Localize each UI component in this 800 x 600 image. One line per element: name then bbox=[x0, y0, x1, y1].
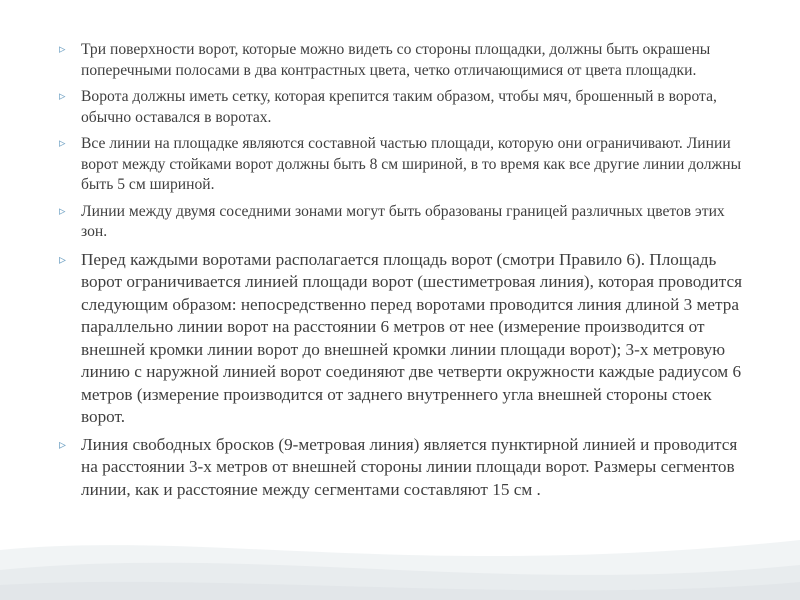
bullet-text: Перед каждыми воротами располагается площадь ворот (смотри Правило 6). Площадь ворот ограничивается линией площади ворот (шестиметровая линия), которая проводится следующим образом: непосредственно перед воротами проводится линия длиной 3 метра параллельно линии ворот на расстоянии 6 метров от нее (измерение производится от внешней кромки линии ворот до внешней кромки линии площади ворот); 3-х метровую линию с наружной линией ворот соединяют две четверти окружности каждые радиусом 6 метров (измерение производится от заднего внутреннего угла внешней стороны стоек ворот. bbox=[81, 249, 742, 426]
bullet-text: Три поверхности ворот, которые можно видеть со стороны площадки, должны быть окрашены поперечными полосами в два контрастных цвета, четко отличающимися от цвета площадки. bbox=[81, 41, 711, 79]
bullet-text: Все линии на площадке являются составной частью площади, которую они ограничивают. Линии ворот между стойками ворот должны быть 8 см шириной, в то время как все другие линии должны быть 5 см шириной. bbox=[81, 135, 742, 193]
bullet-item-goal-net bbox=[56, 87, 746, 128]
bullet-item-goal-colors bbox=[56, 40, 746, 81]
hollow-arrow-bullet-icon: ▹ bbox=[59, 436, 67, 453]
bullet-item-free-throw-line bbox=[56, 434, 746, 502]
bullet-item-line-width bbox=[56, 134, 746, 196]
hollow-arrow-bullet-icon: ▹ bbox=[59, 89, 66, 104]
bullet-list bbox=[56, 40, 746, 501]
bullet-item-goal-area bbox=[56, 249, 746, 429]
hollow-arrow-bullet-icon: ▹ bbox=[59, 251, 67, 268]
decorative-wave-band bbox=[0, 510, 800, 600]
hollow-arrow-bullet-icon: ▹ bbox=[59, 42, 66, 57]
hollow-arrow-bullet-icon: ▹ bbox=[59, 136, 66, 151]
bullet-text: Линия свободных бросков (9-метровая линия) является пунктирной линией и проводится на расстоянии 3-х метров от внешней стороны линии площади ворот. Размеры сегментов линии, как и расстояние между сегментами составляют 15 см . bbox=[81, 434, 738, 499]
bullet-item-zone-borders bbox=[56, 202, 746, 243]
bullet-text: Ворота должны иметь сетку, которая крепится таким образом, чтобы мяч, брошенный в ворота, обычно оставался в воротах. bbox=[81, 88, 717, 126]
hollow-arrow-bullet-icon: ▹ bbox=[59, 203, 66, 219]
bullet-text: Линии между двумя соседними зонами могут быть образованы границей различных цветов этих зон. bbox=[81, 202, 725, 240]
slide-content bbox=[56, 40, 746, 506]
